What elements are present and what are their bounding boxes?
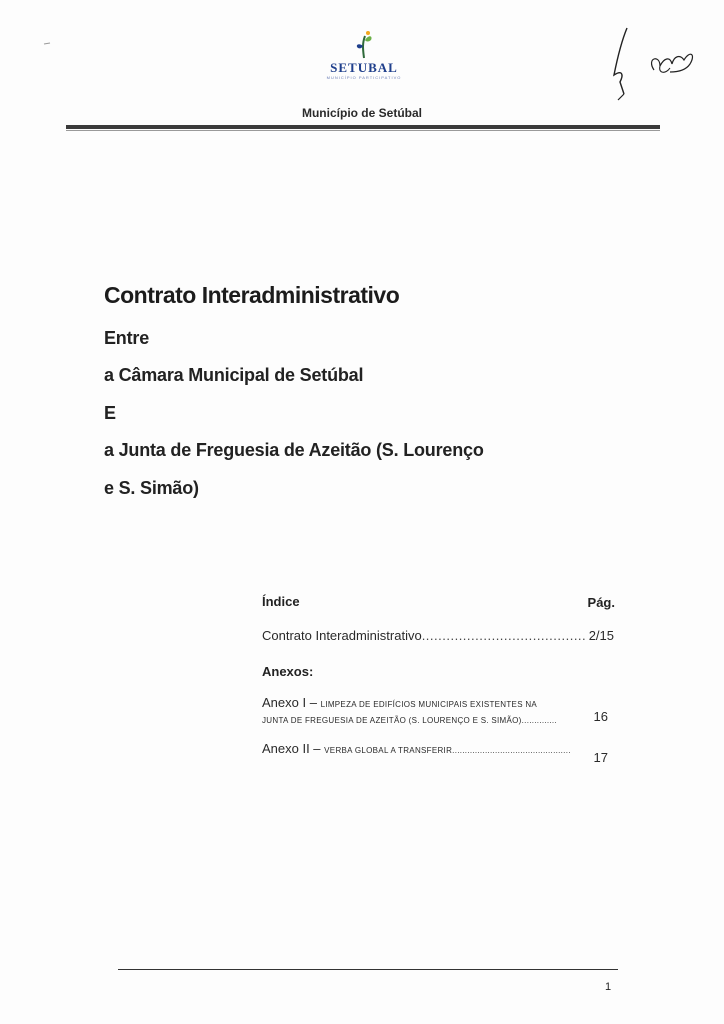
annex-1 xyxy=(262,695,537,710)
index-entry-page: 2/15 xyxy=(588,628,614,643)
annex-1-prefix: Anexo I – xyxy=(262,695,317,710)
municipality-name: Município de Setúbal xyxy=(301,106,422,120)
handwritten-signature xyxy=(600,20,710,110)
annex-2-dots: ............................................... xyxy=(452,746,571,755)
page-number: 1 xyxy=(605,981,612,993)
title-line-4: a Junta de Freguesia de Azeitão (S. Lourenço xyxy=(104,440,484,460)
title-line-1: Entre xyxy=(104,328,150,348)
logo-wordmark: SETUBAL xyxy=(330,60,398,75)
header-rule-thin xyxy=(66,130,660,131)
footer-rule xyxy=(118,969,618,970)
annexes-heading: Anexos: xyxy=(262,664,314,679)
title-line-3: E xyxy=(104,403,116,423)
annex-2 xyxy=(262,741,571,756)
logo-tagline: MUNICÍPIO PARTICIPATIVO xyxy=(326,75,402,80)
index-entry-label: Contrato Interadministrativo xyxy=(262,628,422,643)
annex-1-text-line1: LIMPEZA DE EDIFÍCIOS MUNICIPAIS EXISTENTES NA xyxy=(320,700,538,709)
annex-2-page: 17 xyxy=(593,750,608,765)
annex-1-dots: .............. xyxy=(521,716,557,725)
header-rule xyxy=(66,125,660,129)
municipality-logo xyxy=(322,30,406,92)
logo-emblem-icon xyxy=(349,30,379,60)
margin-mark xyxy=(40,38,60,48)
annex-1-text-line2: JUNTA DE FREGUESIA DE AZEITÃO (S. LOURENÇO E S. SIMÃO) xyxy=(262,716,522,725)
title-line-2: a Câmara Municipal de Setúbal xyxy=(104,365,364,385)
page-heading: Pág. xyxy=(587,595,615,610)
annex-1-page: 16 xyxy=(593,709,608,724)
annex-2-prefix: Anexo II – xyxy=(262,741,321,756)
document-title: Contrato Interadministrativo xyxy=(104,282,400,308)
annex-2-text-line1: VERBA GLOBAL A TRANSFERIR xyxy=(324,746,453,755)
index-heading: Índice xyxy=(262,594,300,609)
index-entry-contract xyxy=(262,628,586,643)
index-entry-dots: ........................................ xyxy=(421,628,587,643)
annex-1-line2 xyxy=(262,711,557,726)
title-line-5: e S. Simão) xyxy=(104,478,199,498)
